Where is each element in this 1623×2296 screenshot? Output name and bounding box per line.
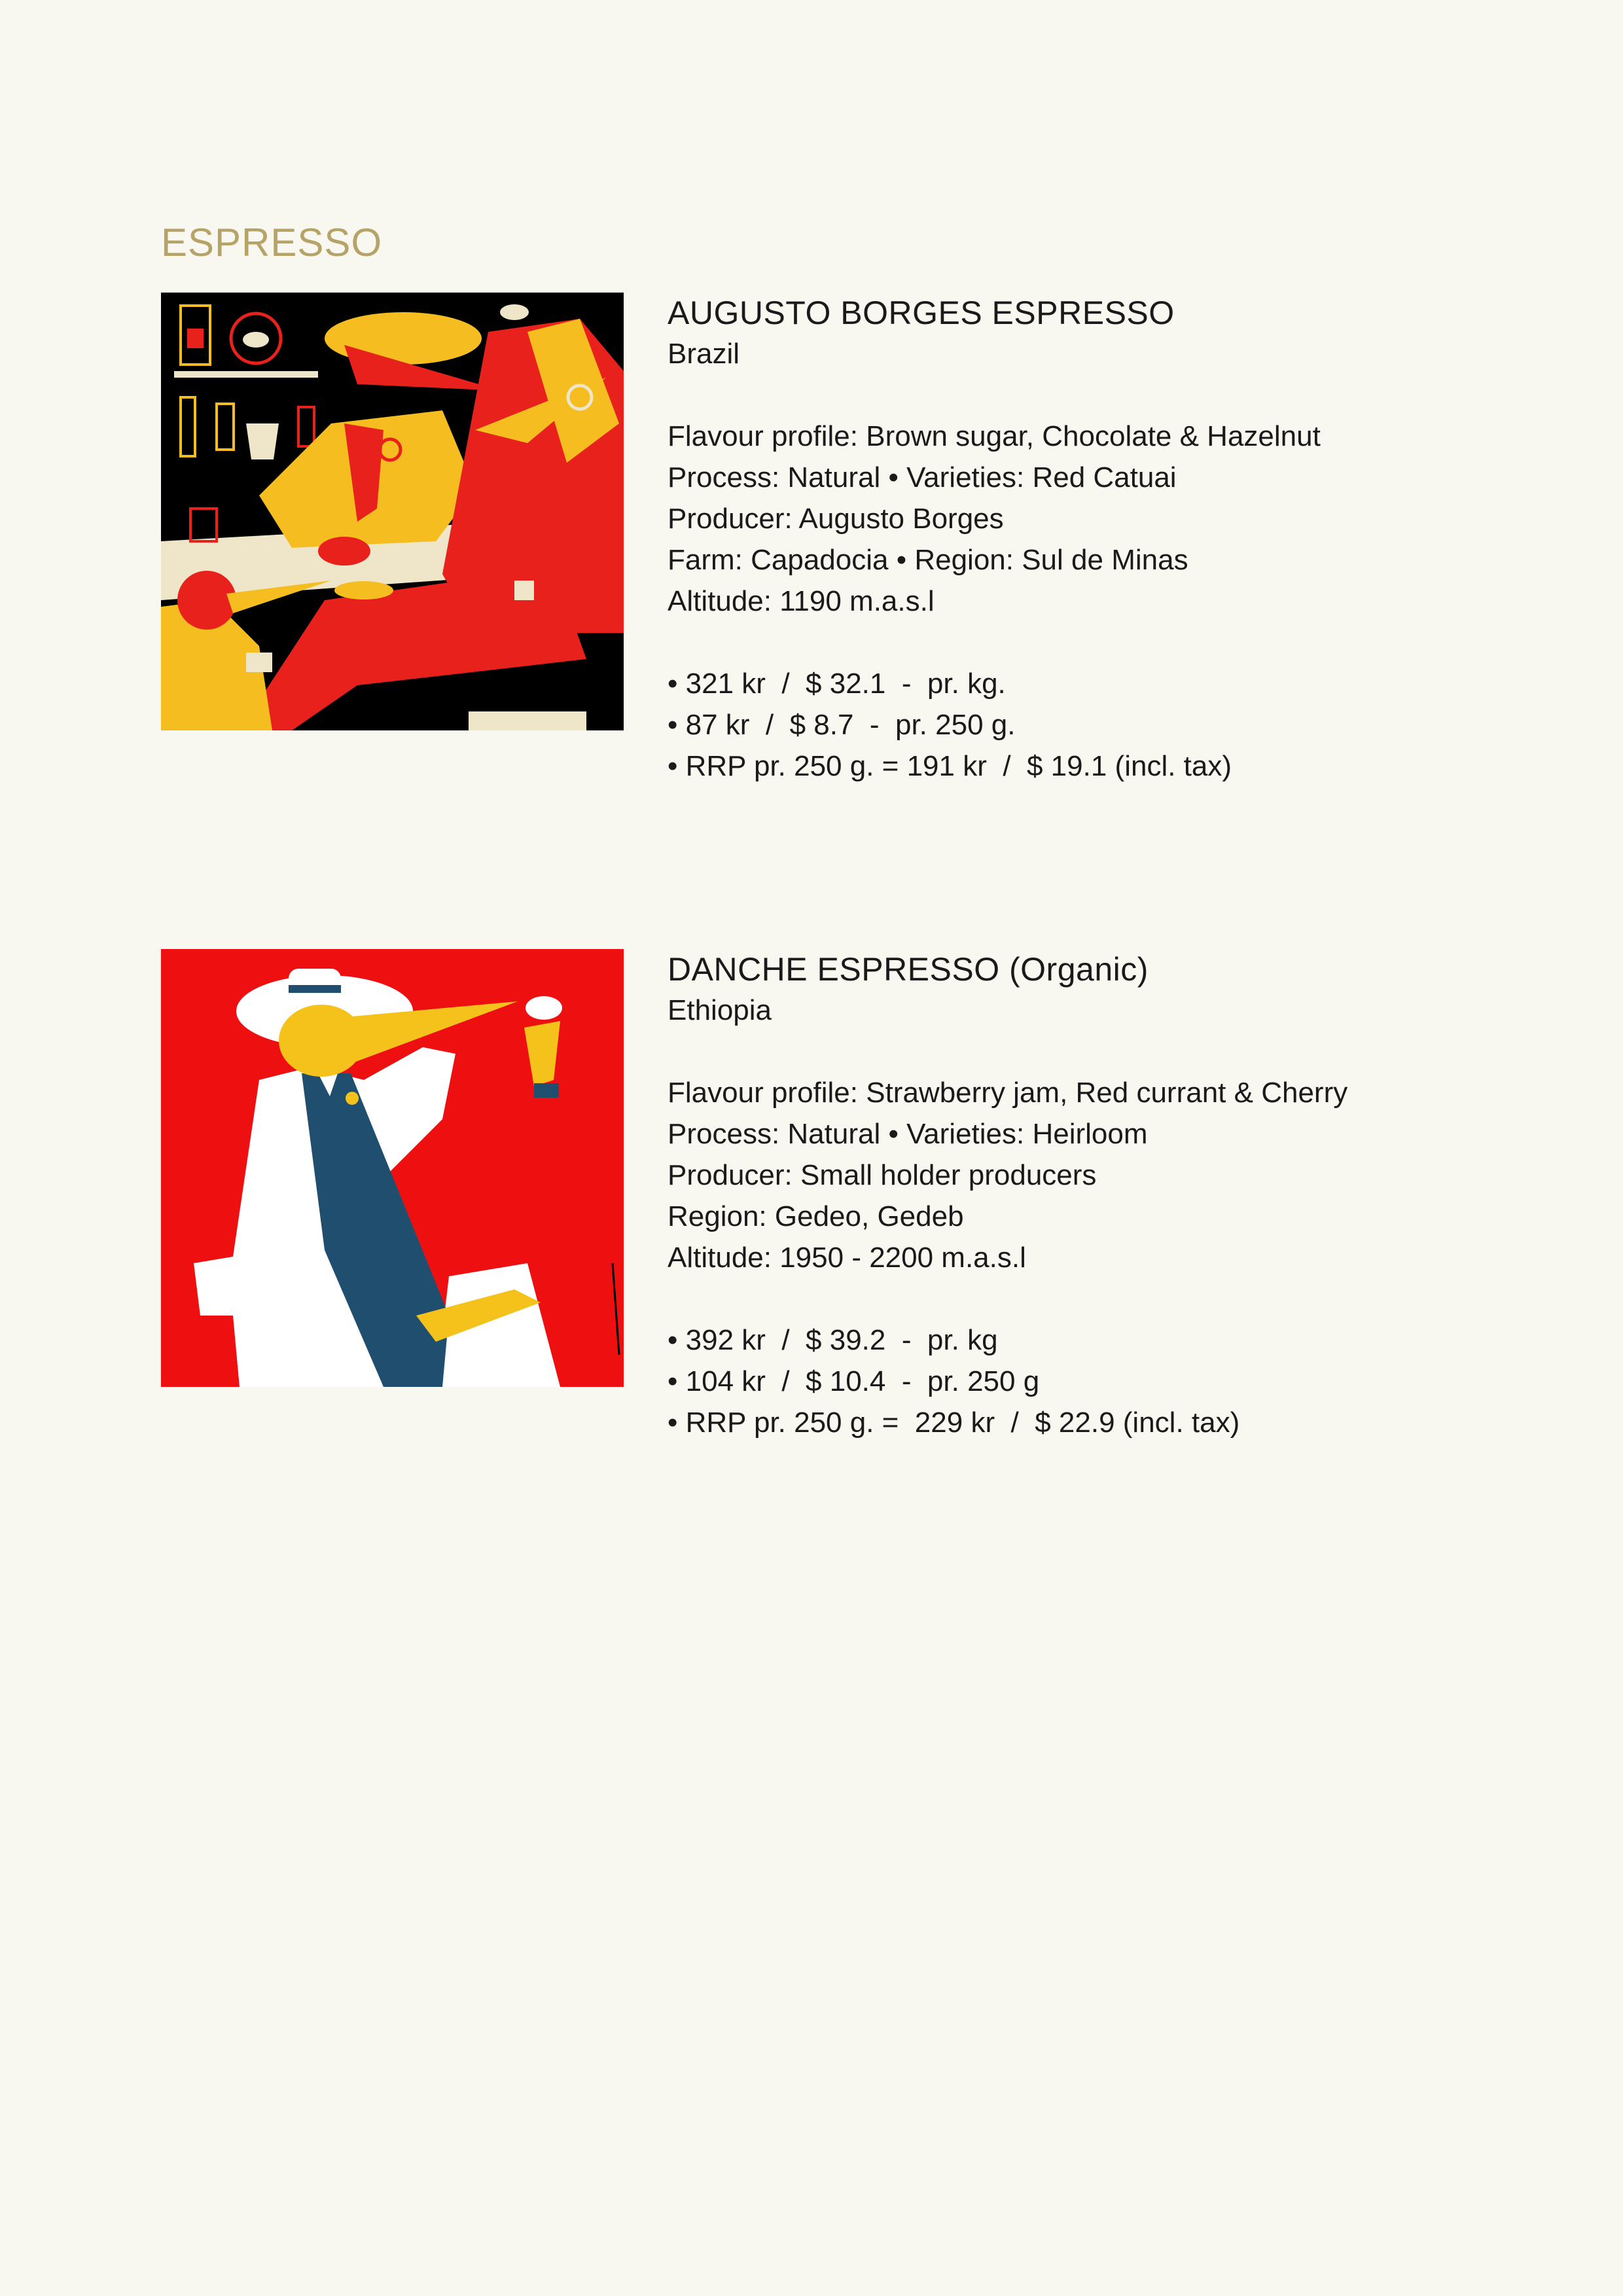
price-kg: • 392 kr / $ 39.2 - pr. kg (668, 1324, 998, 1356)
product-prices (668, 1319, 1453, 1443)
price-rrp: • RRP pr. 250 g. = 191 kr / $ 19.1 (incl. tax) (668, 750, 1232, 782)
product-info (668, 949, 1453, 1443)
product-specs (668, 416, 1453, 622)
spec-process: Process: Natural • Varieties: Red Catuai (668, 461, 1177, 493)
product-origin: Ethiopia (668, 994, 772, 1026)
product-illustration (161, 949, 624, 1387)
spec-altitude: Altitude: 1190 m.a.s.l (668, 585, 935, 617)
spec-region: Region: Gedeo, Gedeb (668, 1200, 964, 1232)
product-name: DANCHE ESPRESSO (Organic) (668, 951, 1149, 988)
product-specs (668, 1072, 1453, 1278)
spec-flavour: Flavour profile: Brown sugar, Chocolate & Hazelnut (668, 420, 1321, 452)
price-rrp: • RRP pr. 250 g. = 229 kr / $ 22.9 (incl. tax) (668, 1407, 1240, 1439)
product-info (668, 293, 1453, 787)
spec-producer: Producer: Small holder producers (668, 1159, 1097, 1191)
spec-altitude: Altitude: 1950 - 2200 m.a.s.l (668, 1242, 1026, 1274)
price-250g: • 104 kr / $ 10.4 - pr. 250 g (668, 1365, 1040, 1397)
product-name: AUGUSTO BORGES ESPRESSO (668, 295, 1175, 331)
product-origin: Brazil (668, 338, 740, 370)
section-title: ESPRESSO (161, 221, 383, 264)
product-prices (668, 663, 1453, 787)
spec-flavour: Flavour profile: Strawberry jam, Red currant & Cherry (668, 1077, 1348, 1109)
spec-farm: Farm: Capadocia • Region: Sul de Minas (668, 544, 1188, 576)
spec-process: Process: Natural • Varieties: Heirloom (668, 1118, 1148, 1150)
spec-producer: Producer: Augusto Borges (668, 503, 1004, 535)
product-illustration (161, 293, 624, 730)
price-250g: • 87 kr / $ 8.7 - pr. 250 g. (668, 709, 1016, 741)
price-kg: • 321 kr / $ 32.1 - pr. kg. (668, 668, 1006, 700)
